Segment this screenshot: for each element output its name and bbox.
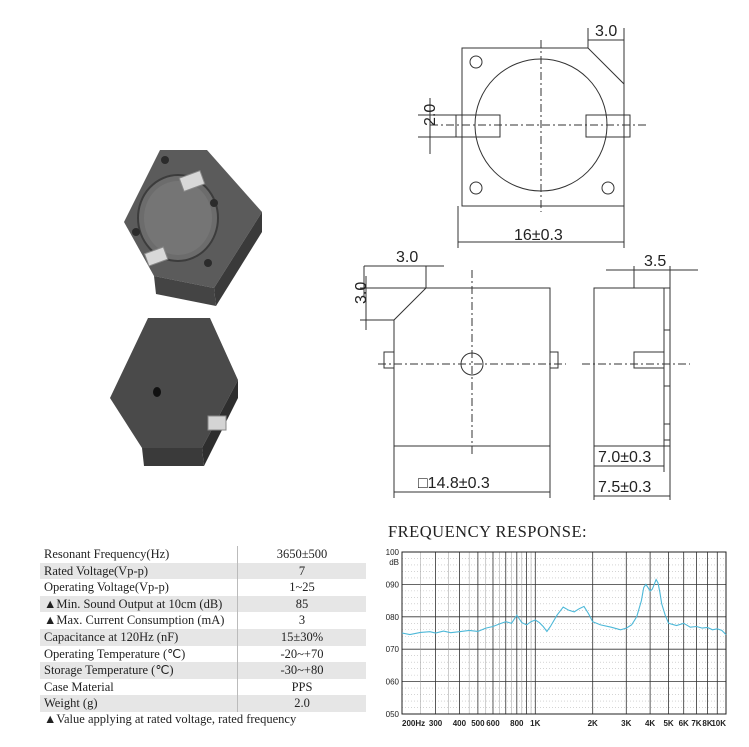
buzzer-photo-bottom bbox=[110, 318, 238, 466]
spec-value: 3650±500 bbox=[238, 546, 367, 563]
spec-value: 1~25 bbox=[238, 579, 367, 596]
y-tick-label: 080 bbox=[385, 612, 399, 622]
spec-value: 7 bbox=[238, 563, 367, 580]
y-tick-label: 070 bbox=[385, 645, 399, 655]
y-tick-label: 060 bbox=[385, 677, 399, 687]
top-view-drawing bbox=[418, 28, 648, 248]
dim-front-chamfer-w: 3.0 bbox=[396, 249, 419, 266]
x-tick-label: 400 bbox=[452, 719, 467, 728]
response-curve bbox=[402, 580, 726, 635]
spec-row bbox=[40, 596, 366, 613]
dim-side-height2: 7.5±0.3 bbox=[598, 479, 652, 496]
spec-value: -30~+80 bbox=[238, 662, 367, 679]
spec-label: Case Material bbox=[44, 679, 114, 694]
spec-label: Capacitance at 120Hz (nF) bbox=[40, 629, 238, 646]
y-unit-label: dB bbox=[389, 558, 399, 567]
spec-label: Rated Voltage(Vp-p) bbox=[40, 563, 238, 580]
dim-side-height1: 7.0±0.3 bbox=[598, 449, 652, 466]
spec-label: Operating Voltage(Vp-p) bbox=[44, 580, 169, 595]
x-tick-label: 600 bbox=[486, 719, 500, 728]
x-tick-label: 8K bbox=[702, 719, 713, 728]
x-tick-label: 1K bbox=[530, 719, 541, 728]
spec-label: Resonant Frequency(Hz) bbox=[44, 547, 170, 561]
dim-top-height: 2.0 bbox=[422, 103, 439, 126]
spec-value: 2.0 bbox=[238, 695, 367, 712]
spec-row bbox=[40, 662, 366, 679]
x-tick-label: 200Hz bbox=[402, 719, 426, 728]
spec-row bbox=[40, 646, 366, 663]
spec-row bbox=[40, 695, 366, 712]
x-tick-label: 800 bbox=[510, 719, 524, 728]
frequency-response-chart bbox=[364, 542, 736, 732]
y-tick-label: 090 bbox=[385, 580, 399, 590]
x-tick-label: 3K bbox=[621, 719, 632, 728]
y-tick-label: 100 bbox=[385, 548, 399, 557]
spec-label: Operating Temperature (℃) bbox=[44, 646, 186, 661]
x-tick-label: 10K bbox=[711, 719, 726, 728]
x-tick-label: 500 bbox=[471, 719, 485, 728]
x-tick-label: 5K bbox=[663, 719, 674, 728]
spec-row bbox=[40, 579, 366, 596]
spec-row bbox=[40, 629, 366, 646]
spec-value: -20~+70 bbox=[238, 646, 367, 663]
spec-value: 85 bbox=[238, 596, 367, 613]
dim-side-lead: 3.5 bbox=[644, 253, 667, 270]
front-view-drawing bbox=[360, 266, 566, 498]
spec-value: 3 bbox=[238, 612, 367, 629]
dim-top-side: 3.0 bbox=[595, 23, 618, 40]
spec-row bbox=[40, 679, 366, 696]
buzzer-photo-top bbox=[124, 150, 262, 306]
spec-value: 15±30% bbox=[238, 629, 367, 646]
spec-label: ▲Max. Current Consumption (mA) bbox=[44, 613, 225, 628]
dim-front-chamfer-h: 3.0 bbox=[353, 281, 370, 304]
dim-front-width: □14.8±0.3 bbox=[418, 475, 490, 492]
spec-label: ▲Min. Sound Output at 10cm (dB) bbox=[40, 596, 238, 613]
spec-row bbox=[40, 612, 366, 629]
x-tick-label: 6K bbox=[678, 719, 689, 728]
dim-top-width: 16±0.3 bbox=[514, 227, 563, 244]
x-tick-label: 2K bbox=[587, 719, 598, 728]
spec-label: Weight (g) bbox=[40, 695, 238, 712]
chart-title: FREQUENCY RESPONSE: bbox=[388, 522, 588, 541]
spec-row bbox=[40, 563, 366, 580]
spec-row bbox=[40, 546, 366, 563]
x-tick-label: 7K bbox=[691, 719, 702, 728]
spec-label: Storage Temperature (℃) bbox=[40, 662, 238, 679]
y-tick-label: 050 bbox=[385, 710, 399, 719]
spec-value: PPS bbox=[238, 679, 367, 696]
x-tick-label: 4K bbox=[644, 719, 656, 728]
spec-note: ▲Value applying at rated voltage, rated frequency bbox=[44, 712, 297, 726]
x-tick-label: 300 bbox=[428, 719, 443, 728]
spec-table bbox=[40, 546, 366, 712]
